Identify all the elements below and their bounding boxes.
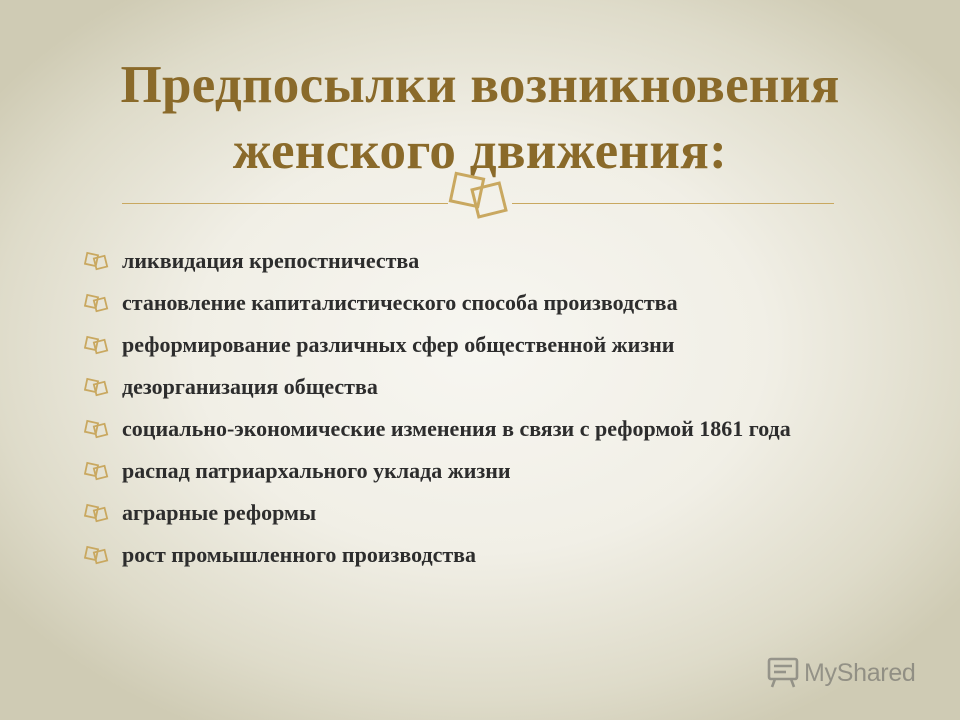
myshared-watermark	[766, 654, 926, 692]
linked-squares-ornament-icon	[447, 166, 513, 222]
linked-squares-bullet-icon	[84, 251, 110, 271]
list-item	[84, 414, 874, 443]
bullet-text: аграрные реформы	[122, 500, 317, 525]
list-item	[84, 540, 874, 569]
bullet-text: становление капиталистического способа производства	[122, 290, 678, 315]
list-item	[84, 372, 874, 401]
bullet-text: реформирование различных сфер общественной жизни	[122, 332, 675, 357]
linked-squares-bullet-icon	[84, 377, 110, 397]
bullet-list	[84, 246, 874, 582]
list-item	[84, 246, 874, 275]
list-item	[84, 498, 874, 527]
slide-title-line-1: Предпосылки возникновения	[120, 56, 840, 114]
linked-squares-bullet-icon	[84, 503, 110, 523]
bullet-text: рост промышленного производства	[122, 542, 477, 567]
linked-squares-bullet-icon	[84, 335, 110, 355]
list-item	[84, 456, 874, 485]
watermark-text: MyShared	[804, 658, 916, 687]
presentation-board-icon	[766, 656, 800, 690]
bullet-text: социально-экономические изменения в связи с реформой 1861 года	[122, 416, 791, 441]
linked-squares-bullet-icon	[84, 545, 110, 565]
title-divider-right	[512, 203, 834, 204]
slide-title	[0, 52, 960, 184]
linked-squares-bullet-icon	[84, 419, 110, 439]
slide-title-line-2: женского движения:	[232, 122, 728, 180]
linked-squares-bullet-icon	[84, 461, 110, 481]
bullet-text: распад патриархального уклада жизни	[122, 458, 511, 483]
bullet-text: ликвидация крепостничества	[122, 248, 420, 273]
list-item	[84, 288, 874, 317]
list-item	[84, 330, 874, 359]
bullet-text: дезорганизация общества	[122, 374, 378, 399]
linked-squares-bullet-icon	[84, 293, 110, 313]
title-divider-left	[122, 203, 448, 204]
